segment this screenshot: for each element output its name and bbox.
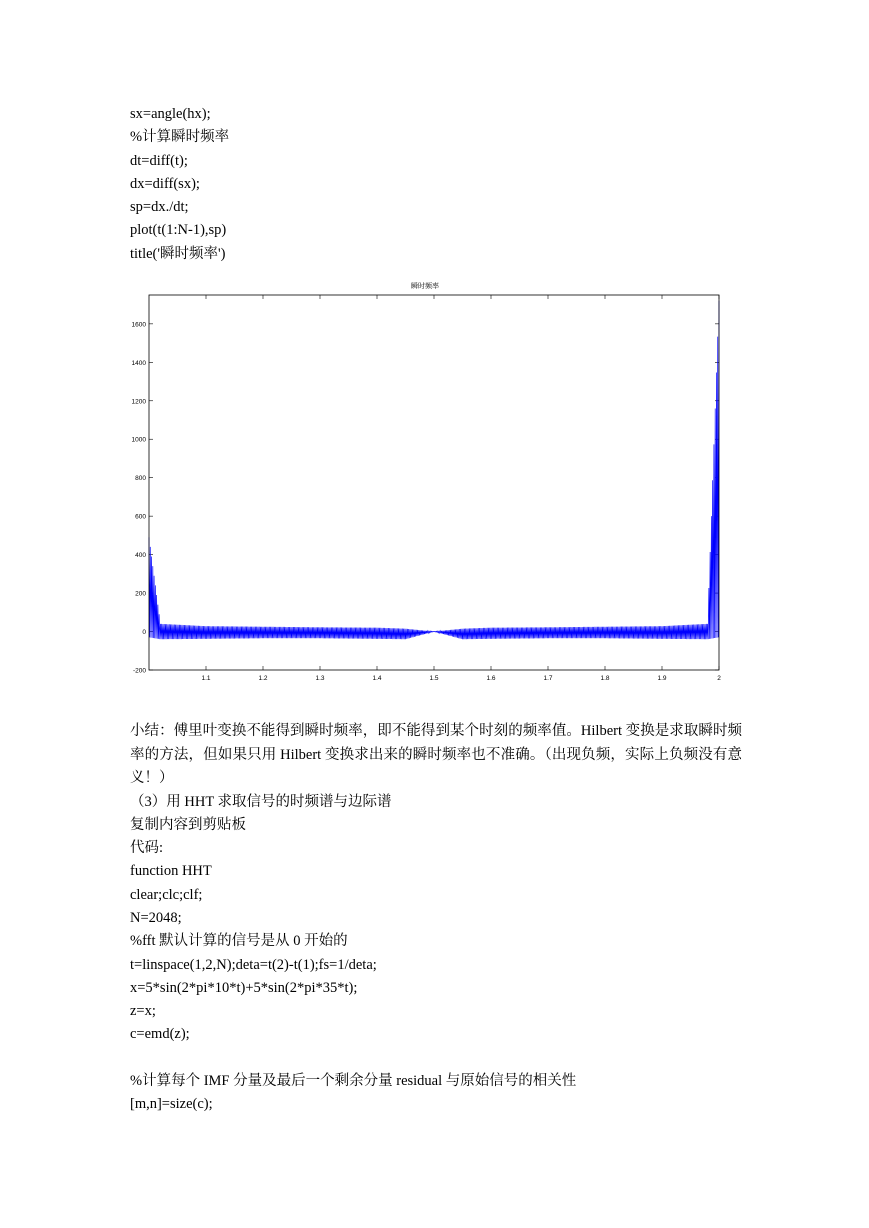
x-tick-label: 2 xyxy=(717,675,721,682)
y-tick-label: 1200 xyxy=(131,398,146,406)
y-tick-label: 1600 xyxy=(131,321,146,329)
code-line: function HHT xyxy=(130,863,212,880)
x-tick-label: 1.7 xyxy=(543,675,553,682)
x-tick-label: 1.6 xyxy=(486,675,496,682)
y-tick-label: 800 xyxy=(135,475,146,483)
code-line: clear;clc;clf; xyxy=(130,886,203,903)
series-line xyxy=(149,301,719,639)
summary-paragraph: 小结：傅里叶变换不能得到瞬时频率，即不能得到某个时刻的频率值。Hilbert 变换是求取瞬时频率的方法，但如果只用 Hilbert 变换求出来的瞬时频率也不准确。（出现负频，实际上负频没有意义！） xyxy=(130,723,742,786)
code-line: title('瞬时频率') xyxy=(130,245,226,262)
code-line: %计算瞬时频率 xyxy=(130,129,230,146)
code-block-top xyxy=(130,103,229,266)
y-tick-label: -200 xyxy=(132,667,146,675)
code-line: sp=dx./dt; xyxy=(130,199,189,216)
code-line: %计算每个 IMF 分量及最后一个剩余分量 residual 与原始信号的相关性 xyxy=(130,1073,577,1090)
chart-series xyxy=(149,301,719,639)
code-line: [m,n]=size(c); xyxy=(130,1096,213,1113)
y-tick-label: 200 xyxy=(135,590,146,598)
code-line: sx=angle(hx); xyxy=(130,106,211,122)
code-line: dx=diff(sx); xyxy=(130,175,200,192)
code-block-bottom xyxy=(130,860,742,1116)
code-line: z=x; xyxy=(130,1003,156,1020)
x-tick-label: 1.5 xyxy=(429,675,439,682)
copy-to-clipboard-note: 复制内容到剪贴板 xyxy=(130,816,246,833)
x-tick-label: 1.3 xyxy=(315,675,325,682)
code-line: plot(t(1:N-1),sp) xyxy=(130,222,227,239)
x-tick-label: 1.2 xyxy=(258,675,268,682)
y-tick-label: 1000 xyxy=(131,436,146,444)
code-line: t=linspace(1,2,N);deta=t(2)-t(1);fs=1/deta; xyxy=(130,956,377,973)
code-label: 代码: xyxy=(130,840,164,857)
chart-axes xyxy=(132,295,722,682)
y-tick-label: 400 xyxy=(135,552,146,560)
content-block-bottom xyxy=(130,720,742,1117)
x-tick-label: 1.8 xyxy=(600,675,610,682)
x-tick-label: 1.9 xyxy=(657,675,667,682)
plot-frame xyxy=(149,295,719,670)
y-tick-label: 0 xyxy=(142,629,146,637)
y-tick-label: 600 xyxy=(135,513,146,521)
code-line: dt=diff(t); xyxy=(130,152,188,169)
section-heading: （3）用 HHT 求取信号的时频谱与边际谱 xyxy=(130,793,392,810)
code-line: %fft 默认计算的信号是从 0 开始的 xyxy=(130,933,348,950)
code-line: x=5*sin(2*pi*10*t)+5*sin(2*pi*35*t); xyxy=(130,979,358,996)
y-tick-label: 1400 xyxy=(131,359,146,367)
x-tick-label: 1.1 xyxy=(201,675,211,682)
code-line: c=emd(z); xyxy=(130,1026,190,1043)
code-line: N=2048; xyxy=(130,909,182,926)
code-line xyxy=(130,1047,742,1070)
x-tick-label: 1.4 xyxy=(372,675,382,682)
instantaneous-frequency-chart xyxy=(120,278,730,688)
chart-title: 瞬时频率 xyxy=(411,283,439,290)
